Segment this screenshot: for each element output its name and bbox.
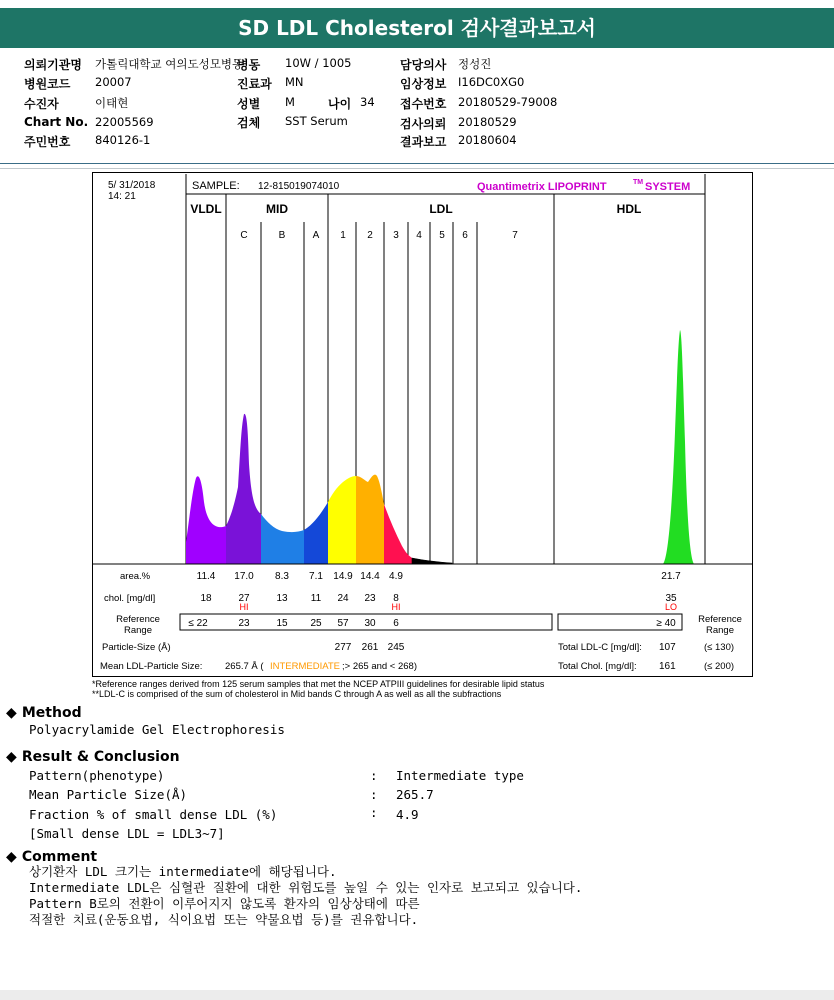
brand-name: Quantimetrix LIPOPRINT — [477, 181, 607, 193]
chol-vldl: 18 — [200, 593, 212, 604]
brand-tm: TM — [633, 179, 644, 186]
result-value-mean-size: 265.7 — [396, 787, 434, 802]
result-label-mean-size: Mean Particle Size(Å) — [29, 787, 188, 802]
info-label-department: 진료과 — [237, 77, 272, 91]
band-label-a: A — [312, 230, 320, 241]
info-value-resident-no: 840126-1 — [95, 133, 151, 147]
ref-ldl3: 6 — [393, 618, 399, 629]
ref-b: 15 — [276, 618, 288, 629]
info-label-ward: 병동 — [237, 58, 261, 72]
info-label-request-date: 검사의뢰 — [400, 117, 447, 131]
total-chol-ref: (≤ 200) — [704, 661, 735, 672]
result-title: Result & Conclusion — [21, 749, 180, 765]
diamond-bullet-icon: ◆ — [6, 849, 17, 865]
total-chol-label: Total Chol. [mg/dl]: — [558, 661, 637, 672]
info-value-request-date: 20180529 — [458, 115, 517, 129]
method-text: Polyacrylamide Gel Electrophoresis — [29, 722, 285, 737]
row-label-reference-right: Reference — [698, 614, 742, 625]
info-value-department: MN — [285, 75, 304, 89]
comment-body — [29, 864, 582, 928]
mean-ldl-label: Mean LDL-Particle Size: — [100, 661, 203, 672]
sample-label: SAMPLE: — [192, 180, 240, 192]
band-label-3: 3 — [393, 230, 399, 241]
info-value-hospital-code: 20007 — [95, 75, 132, 89]
chol-c: 27 — [238, 593, 250, 604]
info-value-ward: 10W / 1005 — [285, 56, 352, 70]
info-label-doctor: 담당의사 — [400, 58, 447, 72]
group-label-mid: MID — [266, 202, 288, 216]
chol-hdl: 35 — [665, 593, 677, 604]
footnote-reference-ranges: *Reference ranges derived from 125 serum samples that met the NCEP ATPIII guidelines for desirable lipid status — [92, 679, 545, 689]
result-label-small-dense: Fraction % of small dense LDL (%) — [29, 807, 278, 822]
flag-hdl-lo: LO — [664, 602, 678, 612]
ref-ldl1: 57 — [337, 618, 349, 629]
row-label-area: area.% — [120, 571, 151, 582]
method-section — [6, 702, 82, 721]
info-label-sex: 성별 — [237, 97, 261, 111]
info-label-hospital-code: 병원코드 — [24, 77, 71, 91]
area-vldl: 11.4 — [196, 571, 216, 582]
band-label-c: C — [240, 230, 248, 241]
lipoprint-report — [92, 172, 753, 677]
info-label-clinical: 임상정보 — [400, 77, 447, 91]
band-label-b: B — [278, 230, 286, 241]
info-label-specimen: 검체 — [237, 116, 261, 130]
ref-a: 25 — [310, 618, 322, 629]
band-label-2: 2 — [367, 230, 373, 241]
chol-ldl2: 23 — [364, 593, 376, 604]
info-label-age: 나이 — [328, 97, 352, 111]
bottom-bar — [0, 990, 834, 1000]
header-divider — [0, 163, 834, 164]
ref-hdl: ≥ 40 — [656, 618, 676, 629]
info-label-institution: 의뢰기관명 — [24, 58, 82, 72]
result-note: [Small dense LDL = LDL3~7] — [29, 826, 225, 841]
area-hdl: 21.7 — [661, 571, 681, 582]
particle-size-2: 261 — [361, 642, 379, 653]
result-label-pattern: Pattern(phenotype) — [29, 768, 165, 783]
row-label-range: Range — [124, 625, 152, 636]
result-value-small-dense: 4.9 — [396, 807, 419, 822]
mean-ldl-range: ;> 265 and < 268) — [342, 661, 418, 672]
band-label-4: 4 — [416, 230, 422, 241]
info-value-institution: 가톨릭대학교 여의도성모병동 — [95, 57, 244, 71]
group-label-hdl: HDL — [616, 202, 642, 216]
report-title: SD LDL Cholesterol 검사결과보고서 — [0, 8, 834, 48]
area-ldl3: 4.9 — [389, 571, 403, 582]
row-label-chol: chol. [mg/dl] — [104, 593, 156, 604]
area-ldl1: 14.9 — [333, 571, 353, 582]
group-label-vldl: VLDL — [190, 202, 222, 216]
mean-ldl-value: 265.7 Å ( — [225, 661, 264, 672]
result-sep-pattern: : — [370, 768, 378, 783]
total-ldl-ref: (≤ 130) — [704, 642, 735, 653]
info-label-report-date: 결과보고 — [400, 135, 447, 149]
info-value-specimen: SST Serum — [285, 114, 348, 128]
peak-ldl-2 — [356, 475, 384, 564]
row-label-particle-size: Particle-Size (Å) — [102, 642, 171, 653]
comment-line-1: 상기환자 LDL 크기는 intermediate에 해당됩니다. — [29, 864, 337, 879]
info-value-age: 34 — [360, 95, 375, 109]
chol-a: 11 — [310, 593, 322, 604]
row-label-reference: Reference — [116, 614, 160, 625]
info-label-chart-no: Chart No. — [24, 115, 89, 129]
result-sep-small-dense: : — [370, 805, 378, 820]
band-label-6: 6 — [462, 230, 468, 241]
area-c: 17.0 — [234, 571, 254, 582]
group-label-ldl: LDL — [429, 202, 453, 216]
chol-b: 13 — [276, 593, 288, 604]
info-value-chart-no: 22005569 — [95, 115, 154, 129]
info-value-report-date: 20180604 — [458, 133, 517, 147]
info-value-clinical: I16DC0XG0 — [458, 75, 525, 89]
info-value-patient: 이태현 — [95, 96, 129, 110]
chol-ldl1: 24 — [337, 593, 349, 604]
band-label-1: 1 — [340, 230, 346, 241]
ref-c: 23 — [238, 618, 250, 629]
result-section — [6, 746, 180, 765]
diamond-bullet-icon: ◆ — [6, 705, 17, 721]
info-value-doctor: 정성진 — [458, 57, 492, 71]
comment-line-4: 적절한 치료(운동요법, 식이요법 또는 약물요법 등)를 권유합니다. — [29, 912, 419, 927]
result-value-pattern: Intermediate type — [396, 768, 524, 783]
footnote-ldl-c: **LDL-C is comprised of the sum of cholesterol in Mid bands C through A as well as all the subfractions — [92, 689, 502, 699]
report-date: 5/ 31/2018 — [108, 180, 156, 191]
result-sep-mean-size: : — [370, 787, 378, 802]
area-b: 8.3 — [275, 571, 289, 582]
particle-size-1: 277 — [334, 642, 352, 653]
flag-ldl3-hi: HI — [391, 602, 401, 612]
comment-title: Comment — [21, 849, 98, 865]
comment-section — [6, 846, 97, 865]
info-value-receipt-no: 20180529-79008 — [458, 95, 558, 109]
mean-ldl-class: INTERMEDIATE — [270, 661, 341, 672]
chol-ldl3: 8 — [393, 593, 399, 604]
band-label-7: 7 — [512, 230, 518, 241]
total-ldl-value: 107 — [659, 642, 676, 653]
info-label-resident-no: 주민번호 — [24, 135, 71, 149]
diamond-bullet-icon: ◆ — [6, 749, 17, 765]
area-a: 7.1 — [309, 571, 323, 582]
report-time: 14: 21 — [108, 191, 136, 202]
flag-c-hi: HI — [239, 602, 249, 612]
total-chol-value: 161 — [659, 661, 676, 672]
area-ldl2: 14.4 — [360, 571, 380, 582]
sample-id: 12-815019074010 — [258, 181, 340, 192]
ref-vldl: ≤ 22 — [188, 618, 208, 629]
report-footnotes — [92, 679, 544, 699]
info-label-patient: 수진자 — [24, 97, 59, 111]
particle-size-3: 245 — [387, 642, 405, 653]
row-label-range-right: Range — [706, 625, 734, 636]
ref-ldl2: 30 — [364, 618, 376, 629]
method-title: Method — [21, 705, 82, 721]
info-value-sex: M — [285, 95, 295, 109]
comment-line-2: Intermediate LDL은 심혈관 질환에 대한 위험도를 높일 수 있는 인자로 보고되고 있습니다. — [29, 880, 583, 895]
brand-system: SYSTEM — [645, 181, 691, 193]
band-label-5: 5 — [439, 230, 445, 241]
report-frame — [93, 173, 753, 677]
comment-line-3: Pattern B로의 전환이 이루어지지 않도록 환자의 임상상태에 따른 — [29, 896, 420, 911]
header-divider-secondary — [0, 168, 834, 169]
info-label-receipt-no: 접수번호 — [400, 97, 447, 111]
total-ldl-label: Total LDL-C [mg/dl]: — [558, 642, 642, 653]
